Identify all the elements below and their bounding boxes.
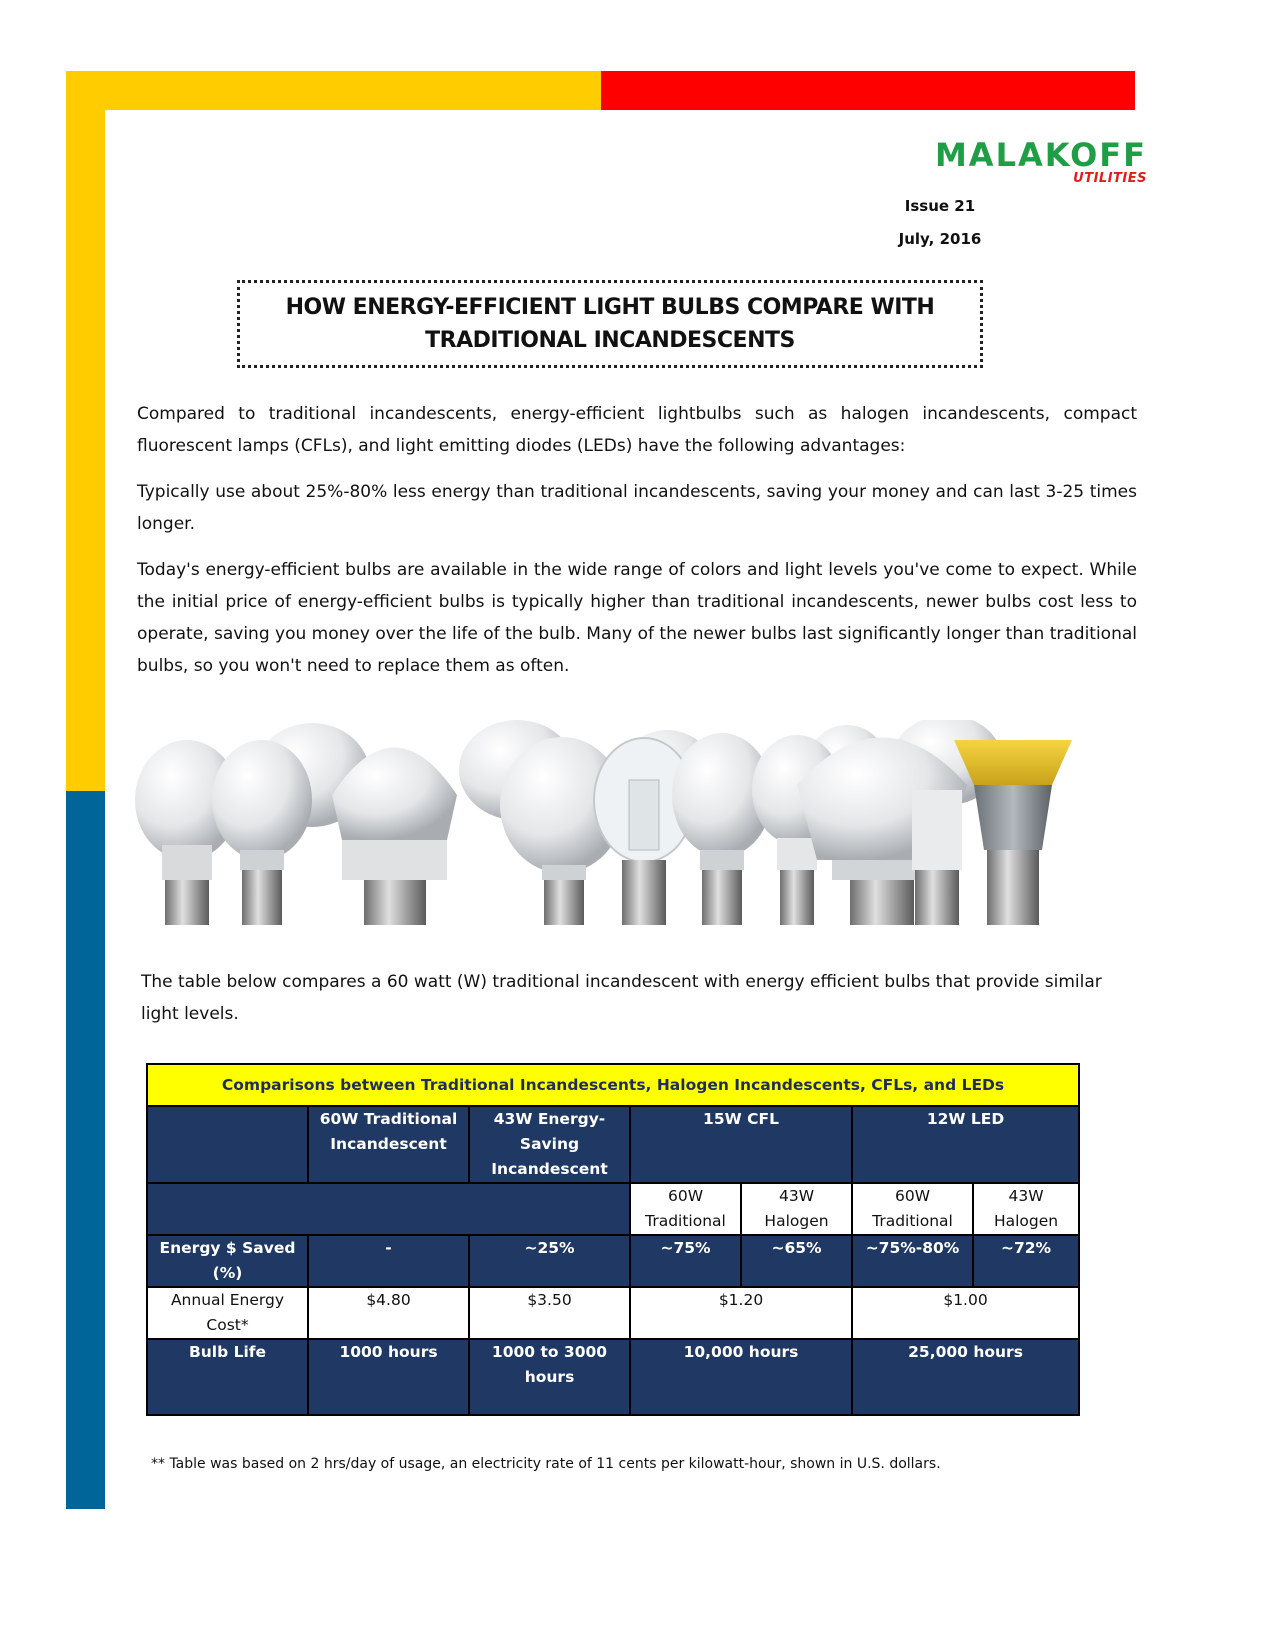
bulb-2 xyxy=(212,740,312,925)
annual-cost-60w: $4.80 xyxy=(308,1287,469,1339)
bulb-10-yellow-led xyxy=(954,740,1072,925)
energy-saved-led-traditional: ~75%-80% xyxy=(852,1235,973,1287)
logo-subtitle: UTILITIES xyxy=(1073,171,1147,186)
table-header-row xyxy=(147,1106,1079,1183)
energy-saved-60w: - xyxy=(308,1235,469,1287)
bulb-3-led xyxy=(332,748,457,926)
paragraph-energy-use: Typically use about 25%-80% less energy than traditional incandescents, saving your money and can last 3-25 times longer. xyxy=(137,482,1137,534)
paragraph-colors-cost: Today's energy-efficient bulbs are available in the wide range of colors and light levels you've come to expect. While the initial price of energy-efficient bulbs is typically higher than traditional incandescents, newer bulbs cost less to operate, saving you money over the life of the bulb. Many of the newer bulbs last significantly longer than traditional bulbs, so you won't need to replace them as often. xyxy=(137,560,1137,676)
light-bulbs-image xyxy=(132,720,1137,945)
comparison-table xyxy=(146,1063,1080,1416)
bulb-6 xyxy=(672,733,772,925)
table-row-bulb-life xyxy=(147,1339,1079,1415)
table-compare-row xyxy=(147,1183,1079,1235)
table-footnote: ** Table was based on 2 hrs/day of usage, an electricity rate of 11 cents per kilowatt-hour, shown in U.S. dollars. xyxy=(151,1456,941,1472)
table-row-annual-cost xyxy=(147,1287,1079,1339)
paragraph-advantages: Compared to traditional incandescents, energy-efficient lightbulbs such as halogen incandescents, compact fluorescent lamps (CFLs), and light emitting diodes (LEDs) have the following advantages: xyxy=(137,404,1137,456)
compare-cfl-traditional: 60W Traditional xyxy=(630,1183,741,1235)
annual-cost-cfl: $1.20 xyxy=(630,1287,852,1339)
logo-name: MALAKOFF xyxy=(934,136,1147,174)
energy-saved-cfl-halogen: ~65% xyxy=(741,1235,852,1287)
header-empty xyxy=(147,1106,308,1183)
annual-cost-led: $1.00 xyxy=(852,1287,1079,1339)
table-caption-row xyxy=(147,1064,1079,1106)
bulb-life-label: Bulb Life xyxy=(147,1339,308,1415)
header-43w-energy-saving: 43W Energy-Saving Incandescent xyxy=(469,1106,630,1183)
table-row-energy-saved xyxy=(147,1235,1079,1287)
title-box xyxy=(237,280,983,368)
compare-led-halogen: 43W Halogen xyxy=(973,1183,1079,1235)
issue-number: Issue 21 xyxy=(904,197,976,215)
energy-saved-label: Energy $ Saved (%) xyxy=(147,1235,308,1287)
bulb-life-cfl: 10,000 hours xyxy=(630,1339,852,1415)
bulb-life-43w: 1000 to 3000 hours xyxy=(469,1339,630,1415)
bulb-9 xyxy=(912,790,962,925)
issue-date: July, 2016 xyxy=(898,230,982,248)
header-60w-traditional: 60W Traditional Incandescent xyxy=(308,1106,469,1183)
energy-saved-43w: ~25% xyxy=(469,1235,630,1287)
compare-led-traditional: 60W Traditional xyxy=(852,1183,973,1235)
page-title xyxy=(286,291,935,357)
annual-cost-label: Annual Energy Cost* xyxy=(147,1287,308,1339)
table-caption: Comparisons between Traditional Incandescents, Halogen Incandescents, CFLs, and LEDs xyxy=(147,1064,1079,1106)
bulb-life-60w: 1000 hours xyxy=(308,1339,469,1415)
title-line-1: HOW ENERGY-EFFICIENT LIGHT BULBS COMPARE WITH xyxy=(285,295,935,320)
bulb-life-led: 25,000 hours xyxy=(852,1339,1079,1415)
compare-cfl-halogen: 43W Halogen xyxy=(741,1183,852,1235)
annual-cost-43w: $3.50 xyxy=(469,1287,630,1339)
title-line-2: TRADITIONAL INCANDESCENTS xyxy=(425,328,795,353)
header-15w-cfl: 15W CFL xyxy=(630,1106,852,1183)
brand-logo xyxy=(925,138,1147,190)
table-intro: The table below compares a 60 watt (W) traditional incandescent with energy efficient bulbs that provide similar light levels. xyxy=(141,972,1102,1024)
energy-saved-led-halogen: ~72% xyxy=(973,1235,1079,1287)
compare-empty xyxy=(147,1183,630,1235)
header-12w-led: 12W LED xyxy=(852,1106,1079,1183)
energy-saved-cfl-traditional: ~75% xyxy=(630,1235,741,1287)
